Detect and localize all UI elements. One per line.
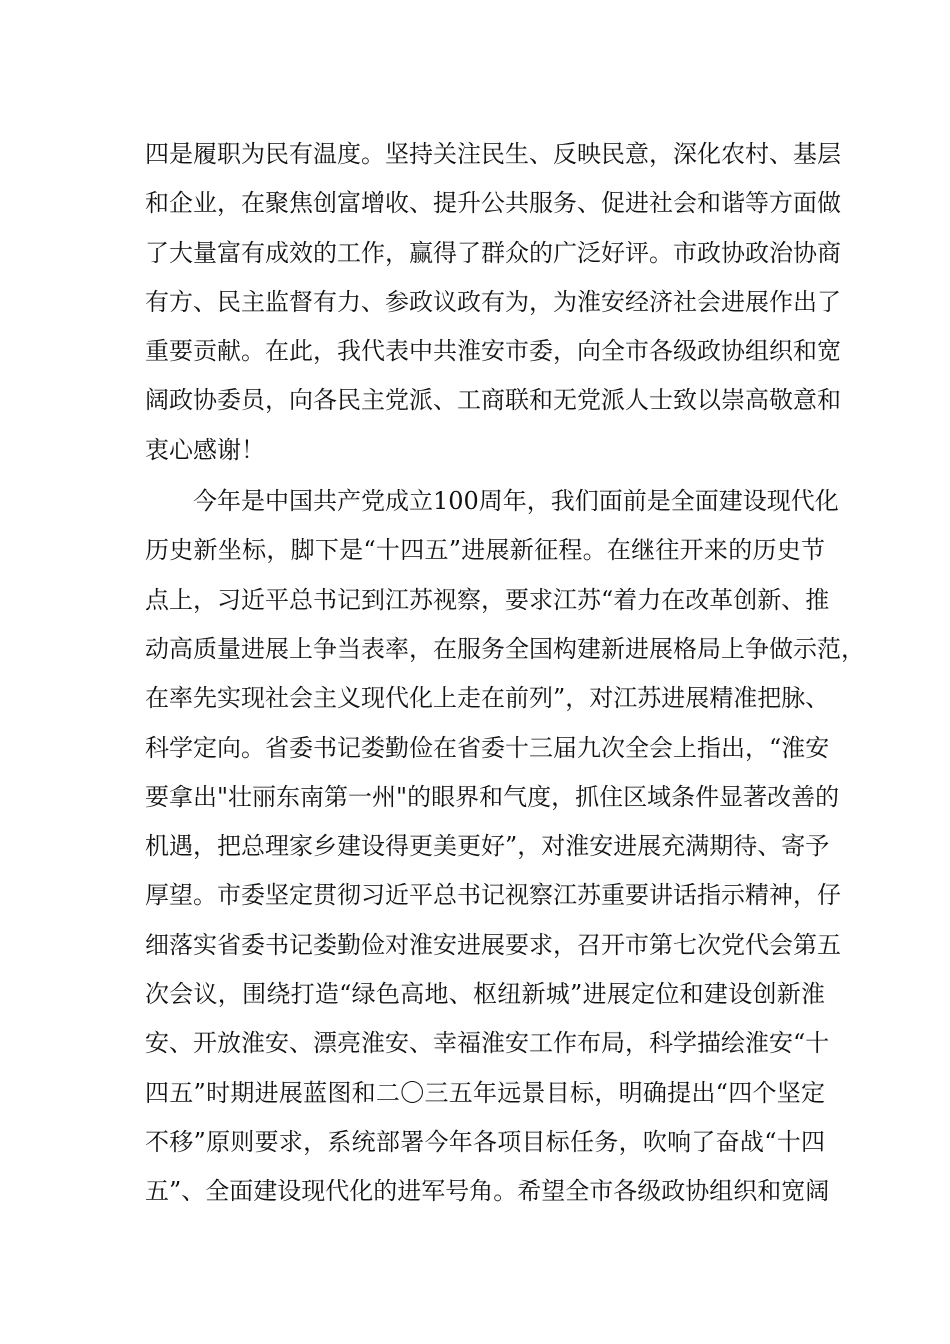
paragraph-1-line: 了大量富有成效的工作，赢得了群众的广泛好评。市政协政治协商 xyxy=(145,238,841,267)
paragraph-2-line: 科学定向。省委书记娄勤俭在省委十三届九次全会上指出，“淮安 xyxy=(145,733,830,762)
paragraph-1-line: 重要贡献。在此，我代表中共淮安市委，向全市各级政协组织和宽 xyxy=(145,337,841,366)
paragraph-2-line: 机遇，把总理家乡建设得更美更好”，对淮安进展充满期待、寄予 xyxy=(145,832,830,861)
paragraph-1-line: 阔政协委员，向各民主党派、工商联和无党派人士致以崇高敬意和 xyxy=(145,386,841,415)
paragraph-2-line: 细落实省委书记娄勤俭对淮安进展要求，召开市第七次党代会第五 xyxy=(145,930,841,959)
paragraph-1-line: 衷心感谢！ xyxy=(145,435,265,464)
paragraph-1-line: 四是履职为民有温度。坚持关注民生、反映民意，深化农村、基层 xyxy=(145,140,841,168)
paragraph-2-line: 安、开放淮安、漂亮淮安、幸福淮安工作布局，科学描绘淮安“十 xyxy=(145,1029,830,1058)
paragraph-2-line: 不移”原则要求，系统部署今年各项目标任务，吹响了奋战“十四 xyxy=(145,1127,825,1156)
paragraph-2-line: 四五”时期进展蓝图和二〇三五年远景目标，明确提出“四个坚定 xyxy=(145,1078,825,1107)
paragraph-2-line: 在率先实现社会主义现代化上走在前列”，对江苏进展精准把脉、 xyxy=(145,684,830,713)
paragraph-2-line: 动高质量进展上争当表率，在服务全国构建新进展格局上争做示范， xyxy=(145,634,865,663)
paragraph-2-line: 要拿出"壮丽东南第一州"的眼界和气度，抓住区域条件显著改善的 xyxy=(145,782,840,811)
paragraph-2-line: 五”、全面建设现代化的进军号角。希望全市各级政协组织和宽阔 xyxy=(145,1177,830,1206)
paragraph-2-line: 历史新坐标，脚下是“十四五”进展新征程。在继往开来的历史节 xyxy=(145,536,825,565)
paragraph-1-line: 和企业，在聚焦创富增收、提升公共服务、促进社会和谐等方面做 xyxy=(145,189,841,218)
body-text xyxy=(145,130,865,1217)
paragraph-1-line: 有方、民主监督有力、参政议政有为，为淮安经济社会进展作出了 xyxy=(145,287,841,316)
paragraph-2-line: 今年是中国共产党成立100周年，我们面前是全面建设现代化 xyxy=(193,487,839,516)
paragraph-2-line: 次会议，围绕打造“绿色高地、枢纽新城”进展定位和建设创新淮 xyxy=(145,980,825,1009)
paragraph-2-line: 厚望。市委坚定贯彻习近平总书记视察江苏重要讲话指示精神，仔 xyxy=(145,881,841,910)
paragraph-2-line: 点上，习近平总书记到江苏视察，要求江苏“着力在改革创新、推 xyxy=(145,585,830,614)
